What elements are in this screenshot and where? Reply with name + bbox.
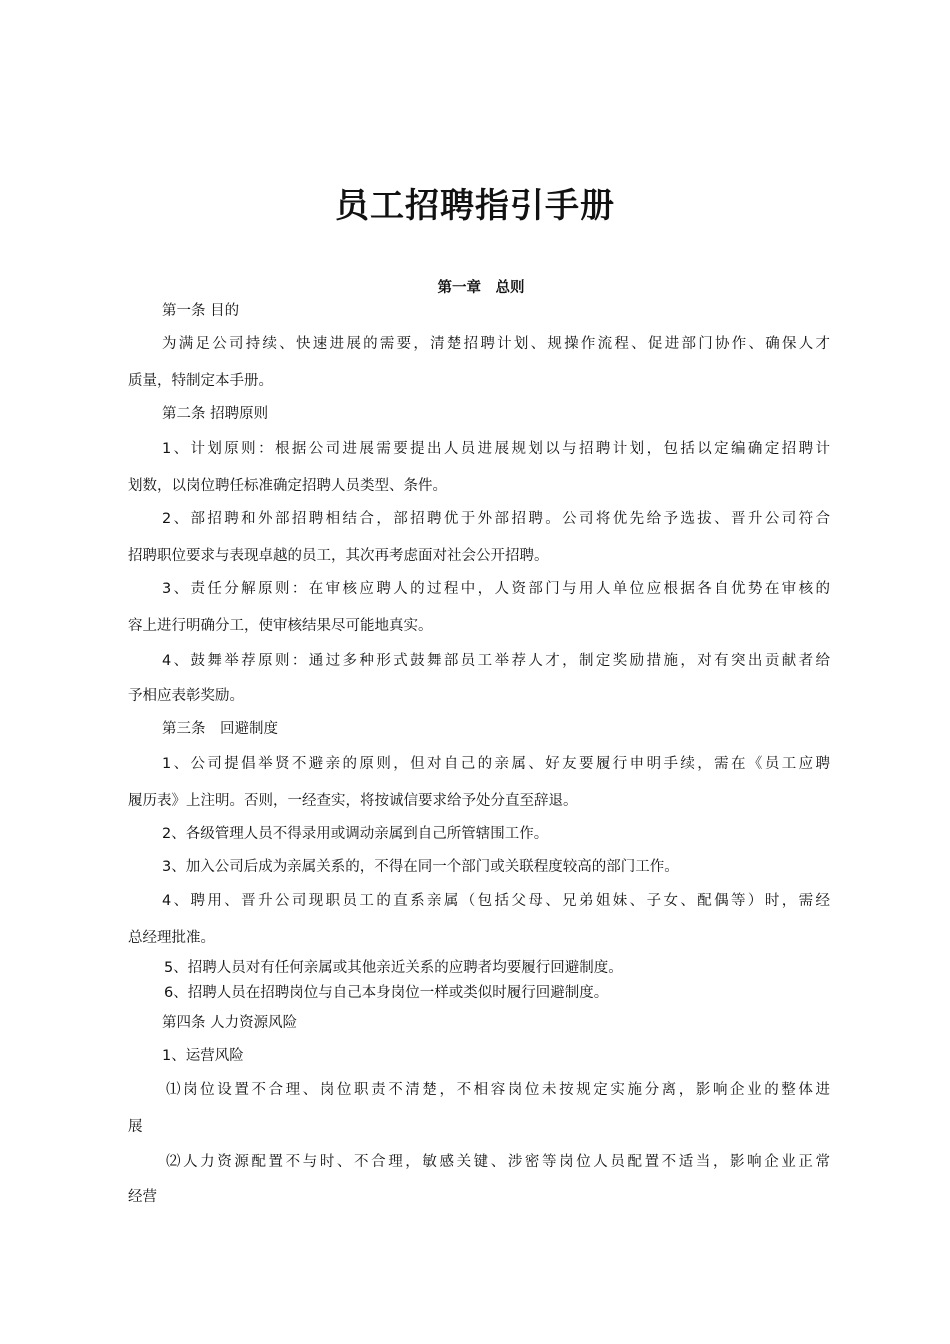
paragraph-line: 3、责任分解原则：在审核应聘人的过程中，人资部门与用人单位应根据各自优势在审核的 [162,581,830,597]
paragraph-line: 招聘职位要求与表现卓越的员工，其次再考虑面对社会公开招聘。 [128,548,549,564]
paragraph-line: 经营 [128,1189,157,1205]
paragraph-line: 予相应表彰奖励。 [128,688,244,704]
paragraph-line: 4、鼓舞举荐原则：通过多种形式鼓舞部员工举荐人才，制定奖励措施，对有突出贡献者给 [162,653,830,669]
article-4-heading: 第四条 人力资源风险 [162,1015,298,1031]
paragraph-line: 总经理批准。 [128,930,215,946]
paragraph-line: 为满足公司持续、快速进展的需要，清楚招聘计划、规操作流程、促进部门协作、确保人才 [162,336,830,352]
paragraph-line: ⑵人力资源配置不与时、不合理，敏感关键、涉密等岗位人员配置不适当，影响企业正常 [166,1154,830,1170]
paragraph-line: 容上进行明确分工，使审核结果尽可能地真实。 [128,618,433,634]
paragraph-line: ⑴岗位设置不合理、岗位职责不清楚，不相容岗位未按规定实施分离，影响企业的整体进 [166,1082,830,1098]
paragraph-line: 5、招聘人员对有任何亲属或其他亲近关系的应聘者均要履行回避制度。 [164,960,623,976]
paragraph-line: 2、各级管理人员不得录用或调动亲属到自己所管辖围工作。 [162,826,549,842]
paragraph-line: 6、招聘人员在招聘岗位与自己本身岗位一样或类似时履行回避制度。 [164,985,609,1001]
paragraph-line: 划数，以岗位聘任标准确定招聘人员类型、条件。 [128,478,447,494]
document-title: 员工招聘指引手册 [335,186,615,226]
article-1-heading: 第一条 目的 [162,303,240,319]
paragraph-line: 1、公司提倡举贤不避亲的原则，但对自己的亲属、好友要履行申明手续，需在《员工应聘 [162,756,830,772]
article-3-heading: 第三条 回避制度 [162,721,278,737]
paragraph-line: 履历表》上注明。否则，一经查实，将按诚信要求给予处分直至辞退。 [128,793,578,809]
paragraph-line: 1、计划原则：根据公司进展需要提出人员进展规划以与招聘计划，包括以定编确定招聘计 [162,441,830,457]
article-2-heading: 第二条 招聘原则 [162,406,269,422]
chapter-heading: 第一章 总则 [437,280,525,296]
paragraph-line: 1、运营风险 [162,1048,244,1064]
paragraph-line: 3、加入公司后成为亲属关系的，不得在同一个部门或关联程度较高的部门工作。 [162,859,679,875]
paragraph-line: 质量，特制定本手册。 [128,373,273,389]
paragraph-line: 4、聘用、晋升公司现职员工的直系亲属（包括父母、兄弟姐妹、子女、配偶等）时，需经 [162,893,830,909]
paragraph-line: 2、部招聘和外部招聘相结合，部招聘优于外部招聘。公司将优先给予选拔、晋升公司符合 [162,511,830,527]
paragraph-line: 展 [128,1119,143,1135]
